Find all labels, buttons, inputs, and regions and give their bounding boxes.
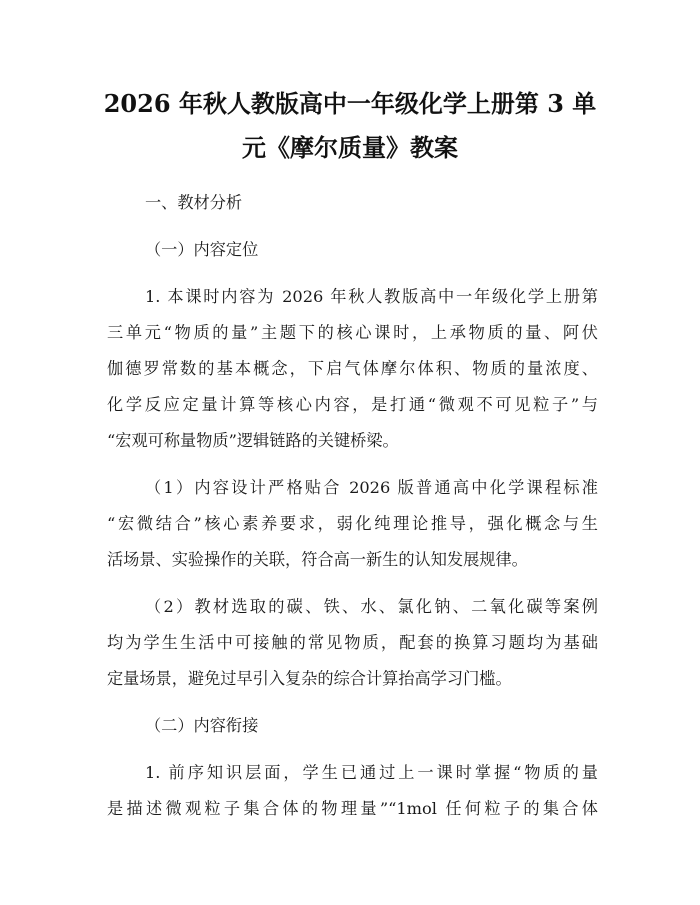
paragraph-line: 1. 本课时内容为 2026 年秋人教版高中一年级化学上册第 — [145, 287, 598, 306]
paragraph-line: 均为学生生活中可接触的常见物质，配套的换算习题均为基础 — [107, 633, 598, 652]
paragraph-line: “宏微结合”核心素养要求，弱化纯理论推导，强化概念与生 — [107, 514, 598, 533]
paragraph-line: “宏观可称量物质”逻辑链路的关键桥梁。 — [107, 431, 399, 450]
subsection-heading-content-connection: （二）内容衔接 — [145, 716, 259, 735]
paragraph-line: 伽德罗常数的基本概念，下启气体摩尔体积、物质的量浓度、 — [107, 359, 598, 378]
section-heading-teaching-material-analysis: 一、教材分析 — [145, 193, 243, 212]
subsection-heading-content-positioning: （一）内容定位 — [145, 240, 259, 259]
paragraph-line: （1）内容设计严格贴合 2026 版普通高中化学课程标准 — [145, 478, 598, 497]
paragraph-line: 1. 前序知识层面，学生已通过上一课时掌握“物质的量 — [145, 763, 598, 782]
document-title-line-1: 2026 年秋人教版高中一年级化学上册第 3 单 — [103, 89, 597, 118]
paragraph-line: 是描述微观粒子集合体的物理量”“1mol 任何粒子的集合体 — [107, 799, 598, 818]
paragraph-line: （2）教材选取的碳、铁、水、氯化钠、二氧化碳等案例 — [145, 597, 598, 616]
paragraph-line: 化学反应定量计算等核心内容，是打通“微观不可见粒子”与 — [107, 395, 598, 414]
document-title-line-2: 元《摩尔质量》教案 — [242, 133, 458, 162]
paragraph-line: 三单元“物质的量”主题下的核心课时，上承物质的量、阿伏 — [107, 323, 598, 342]
paragraph-line: 定量场景，避免过早引入复杂的综合计算抬高学习门槛。 — [107, 669, 512, 688]
paragraph-line: 活场景、实验操作的关联，符合高一新生的认知发展规律。 — [107, 550, 528, 569]
